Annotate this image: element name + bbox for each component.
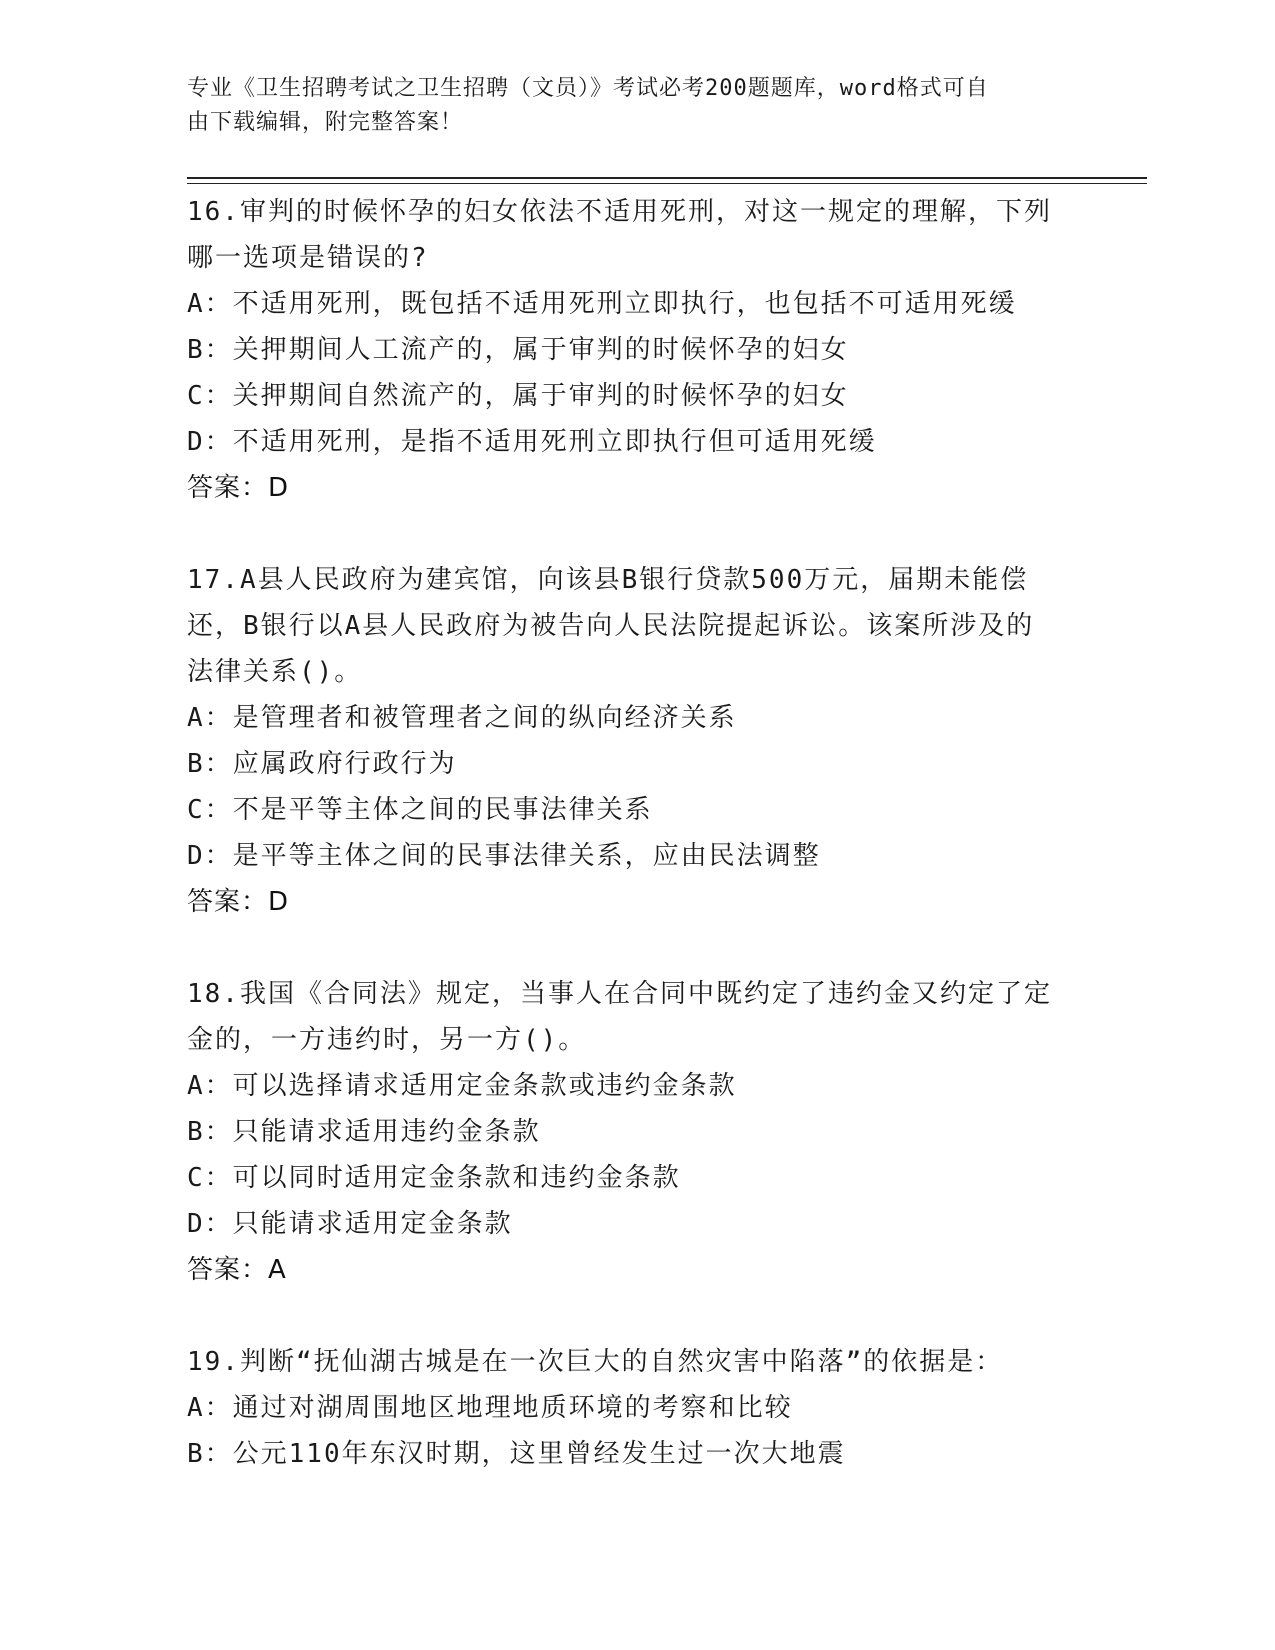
question-17 (187, 557, 1087, 925)
question-19 (187, 1339, 1087, 1477)
question-18 (187, 971, 1087, 1293)
question-stem: 16.审判的时候怀孕的妇女依法不适用死刑，对这一规定的理解，下列 (187, 197, 1052, 227)
option-a: A：是管理者和被管理者之间的纵向经济关系 (187, 703, 737, 733)
answer: 答案：D (187, 473, 290, 503)
header-rule-thick (187, 177, 1147, 179)
option-d: D：是平等主体之间的民事法律关系，应由民法调整 (187, 841, 821, 871)
document-header (187, 72, 1067, 140)
header-line-1: 专业《卫生招聘考试之卫生招聘（文员）》考试必考200题题库，word格式可自 (187, 76, 989, 101)
header-rule-thin (187, 183, 1147, 184)
option-d: D：只能请求适用定金条款 (187, 1209, 513, 1239)
option-a: A：可以选择请求适用定金条款或违约金条款 (187, 1071, 737, 1101)
option-b: B：应属政府行政行为 (187, 749, 457, 779)
answer: 答案：A (187, 1255, 287, 1285)
answer: 答案：D (187, 887, 290, 917)
question-stem: 19.判断“抚仙湖古城是在一次巨大的自然灾害中陷落”的依据是： (187, 1347, 1004, 1377)
question-list (187, 189, 1087, 1523)
option-c: C：不是平等主体之间的民事法律关系 (187, 795, 653, 825)
question-stem: 哪一选项是错误的? (187, 243, 429, 273)
option-c: C：关押期间自然流产的，属于审判的时候怀孕的妇女 (187, 381, 849, 411)
option-a: A：通过对湖周围地区地理地质环境的考察和比较 (187, 1393, 793, 1423)
question-16 (187, 189, 1087, 511)
question-stem: 金的，一方违约时，另一方()。 (187, 1025, 587, 1055)
question-stem: 18.我国《合同法》规定，当事人在合同中既约定了违约金又约定了定 (187, 979, 1052, 1009)
option-c: C：可以同时适用定金条款和违约金条款 (187, 1163, 681, 1193)
question-stem: 还，B银行以A县人民政府为被告向人民法院提起诉讼。该案所涉及的 (187, 611, 1035, 641)
option-b: B：公元110年东汉时期，这里曾经发生过一次大地震 (187, 1439, 846, 1469)
option-a: A：不适用死刑，既包括不适用死刑立即执行，也包括不可适用死缓 (187, 289, 1017, 319)
question-stem: 17.A县人民政府为建宾馆，向该县B银行贷款500万元，届期未能偿 (187, 565, 1029, 595)
option-d: D：不适用死刑，是指不适用死刑立即执行但可适用死缓 (187, 427, 877, 457)
question-stem: 法律关系()。 (187, 657, 363, 687)
option-b: B：只能请求适用违约金条款 (187, 1117, 541, 1147)
header-line-2: 由下载编辑，附完整答案！ (187, 110, 464, 135)
option-b: B：关押期间人工流产的，属于审判的时候怀孕的妇女 (187, 335, 849, 365)
